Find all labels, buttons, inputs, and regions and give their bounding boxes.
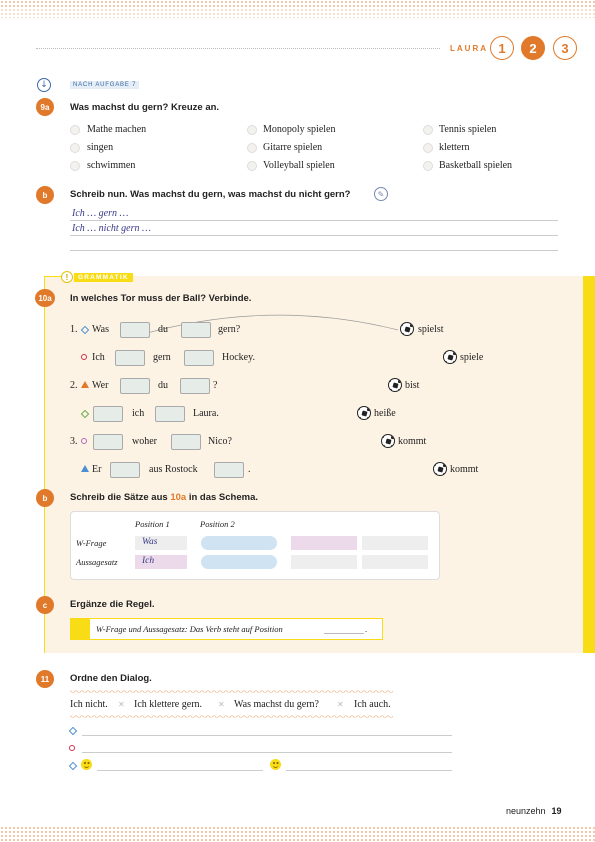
- row-word: ich: [132, 408, 145, 419]
- task-title-10b: Schreib die Sätze aus 10a in das Schema.: [70, 492, 258, 503]
- row-word: Was: [92, 324, 109, 335]
- schema-cell[interactable]: [291, 536, 357, 550]
- unit-1-button[interactable]: 1: [490, 36, 514, 60]
- task-title-11: Ordne den Dialog.: [70, 673, 152, 684]
- schema-row2-value: Ich: [142, 556, 155, 566]
- smiley-icon: [270, 759, 281, 770]
- separator-icon: ✕: [218, 700, 225, 709]
- handwriting-line-2: Ich … nicht gern …: [72, 223, 151, 234]
- unit-name: LAURA: [450, 44, 488, 53]
- diamond-icon: [69, 762, 77, 770]
- football-icon[interactable]: [388, 378, 402, 392]
- diamond-icon: [69, 727, 77, 735]
- option-label: Gitarre spielen: [263, 142, 323, 153]
- option-label: klettern: [439, 142, 470, 153]
- row-word: woher: [132, 436, 157, 447]
- row-word: Laura.: [193, 408, 219, 419]
- ball-verb: kommt: [450, 464, 479, 475]
- dialog-phrase: Ich nicht.: [70, 699, 108, 710]
- row-word: Hockey.: [222, 352, 255, 363]
- schema-col1-header: Position 1: [135, 519, 170, 529]
- separator-icon: ✕: [337, 700, 344, 709]
- row-word: aus Rostock: [149, 464, 198, 475]
- schema-cell[interactable]: [362, 555, 428, 569]
- write-line[interactable]: [70, 250, 558, 251]
- task-title-10c: Ergänze die Regel.: [70, 599, 155, 610]
- write-line[interactable]: [82, 735, 452, 736]
- pen-icon: ✎: [374, 187, 388, 201]
- task-title-10a: In welches Tor muss der Ball? Verbinde.: [70, 293, 252, 304]
- row-word: gern: [153, 352, 171, 363]
- checkbox[interactable]: [423, 125, 433, 135]
- write-line[interactable]: [286, 770, 452, 771]
- option-label: singen: [87, 142, 114, 153]
- answer-slot[interactable]: [180, 378, 210, 394]
- rule-text: W-Frage und Aussagesatz: Das Verb steht auf Position: [96, 624, 283, 634]
- unit-3-button[interactable]: 3: [553, 36, 577, 60]
- row-word: Ich: [92, 352, 105, 363]
- answer-slot[interactable]: [214, 462, 244, 478]
- exclamation-icon: !: [61, 271, 73, 283]
- circle-icon: [81, 354, 87, 360]
- task-badge-9a: 9a: [36, 98, 54, 116]
- write-line[interactable]: [70, 220, 558, 221]
- schema-cell[interactable]: [201, 536, 277, 550]
- checkbox[interactable]: [247, 125, 257, 135]
- connection-line: [130, 310, 410, 340]
- checkbox[interactable]: [247, 161, 257, 171]
- row-word: Er: [92, 464, 102, 475]
- football-icon[interactable]: [400, 322, 414, 336]
- dialog-phrase: Ich klettere gern.: [134, 699, 203, 710]
- smiley-icon: [81, 759, 92, 770]
- grammar-side-bar: [583, 276, 595, 653]
- schema-row1-label: W-Frage: [76, 538, 107, 548]
- answer-slot[interactable]: [110, 462, 140, 478]
- ball-verb: bist: [405, 380, 420, 391]
- checkbox[interactable]: [70, 143, 80, 153]
- write-line[interactable]: [70, 235, 558, 236]
- row-word: Nico?: [208, 436, 232, 447]
- write-line[interactable]: [82, 752, 452, 753]
- grammar-tag: GRAMMATIK: [74, 273, 133, 282]
- row-word: Wer: [92, 380, 109, 391]
- wavy-border-bottom: [70, 715, 393, 719]
- task-title-9a: Was machst du gern? Kreuze an.: [70, 102, 220, 113]
- triangle-icon: [81, 381, 89, 388]
- checkbox[interactable]: [423, 143, 433, 153]
- arrow-down-icon: ↓: [37, 78, 51, 92]
- rule-end: .: [365, 624, 368, 634]
- task-badge-10c: c: [36, 596, 54, 614]
- rule-blank[interactable]: [324, 633, 364, 634]
- option-label: Monopoly spielen: [263, 124, 336, 135]
- football-icon[interactable]: [381, 434, 395, 448]
- separator-icon: ✕: [118, 700, 125, 709]
- reference-tag: NACH AUFGABE 7: [70, 81, 139, 89]
- page-number: neunzehn 19: [506, 806, 562, 816]
- answer-slot[interactable]: [120, 378, 150, 394]
- top-dot-stripe-light: [0, 8, 595, 18]
- answer-slot[interactable]: [171, 434, 201, 450]
- write-line[interactable]: [97, 770, 263, 771]
- dialog-phrase: Was machst du gern?: [234, 699, 319, 710]
- option-label: Tennis spielen: [439, 124, 497, 135]
- ball-verb: heiße: [374, 408, 396, 419]
- schema-row1-value: Was: [142, 537, 158, 547]
- ball-verb: kommt: [398, 436, 427, 447]
- task-title-9b: Schreib nun. Was machst du gern, was machst du nicht gern?: [70, 189, 351, 200]
- schema-col2-header: Position 2: [200, 519, 235, 529]
- ball-verb: spiele: [460, 352, 484, 363]
- option-label: Mathe machen: [87, 124, 147, 135]
- handwriting-line-1: Ich … gern …: [72, 208, 129, 219]
- circle-icon: [81, 438, 87, 444]
- answer-slot[interactable]: [115, 350, 145, 366]
- row-number: 1.: [70, 324, 78, 335]
- rule-box-accent: [70, 618, 90, 640]
- triangle-icon: [81, 465, 89, 472]
- schema-cell[interactable]: [201, 555, 277, 569]
- answer-slot[interactable]: [181, 322, 211, 338]
- ball-verb: spielst: [418, 324, 444, 335]
- row-word: du: [158, 324, 168, 335]
- row-word: ?: [213, 380, 218, 391]
- top-dot-stripe: [0, 0, 595, 8]
- row-number: 3.: [70, 436, 78, 447]
- task-badge-11: 11: [36, 670, 54, 688]
- option-label: Volleyball spielen: [263, 160, 335, 171]
- football-icon[interactable]: [433, 462, 447, 476]
- football-icon[interactable]: [357, 406, 371, 420]
- checkbox[interactable]: [70, 161, 80, 171]
- answer-slot[interactable]: [155, 406, 185, 422]
- row-word: .: [248, 464, 251, 475]
- task-badge-10b: b: [36, 489, 54, 507]
- row-word: du: [158, 380, 168, 391]
- answer-slot[interactable]: [93, 434, 123, 450]
- dialog-phrase: Ich auch.: [354, 699, 391, 710]
- task-badge-9b: b: [36, 186, 54, 204]
- task-badge-10a: 10a: [35, 289, 55, 307]
- grammar-border-top: [44, 276, 62, 277]
- unit-2-button[interactable]: 2: [521, 36, 545, 60]
- answer-slot[interactable]: [93, 406, 123, 422]
- option-label: schwimmen: [87, 160, 136, 171]
- football-icon[interactable]: [443, 350, 457, 364]
- option-label: Basketball spielen: [439, 160, 513, 171]
- bottom-dot-stripe: [0, 826, 595, 842]
- schema-cell[interactable]: [362, 536, 428, 550]
- checkbox[interactable]: [70, 125, 80, 135]
- answer-slot[interactable]: [184, 350, 214, 366]
- checkbox[interactable]: [247, 143, 257, 153]
- circle-icon: [69, 745, 75, 751]
- row-number: 2.: [70, 380, 78, 391]
- schema-cell[interactable]: [291, 555, 357, 569]
- answer-slot[interactable]: [120, 322, 150, 338]
- schema-row2-label: Aussagesatz: [76, 557, 118, 567]
- row-word: gern?: [218, 324, 241, 335]
- header-divider: [36, 48, 440, 49]
- checkbox[interactable]: [423, 161, 433, 171]
- wavy-border-top: [70, 690, 393, 694]
